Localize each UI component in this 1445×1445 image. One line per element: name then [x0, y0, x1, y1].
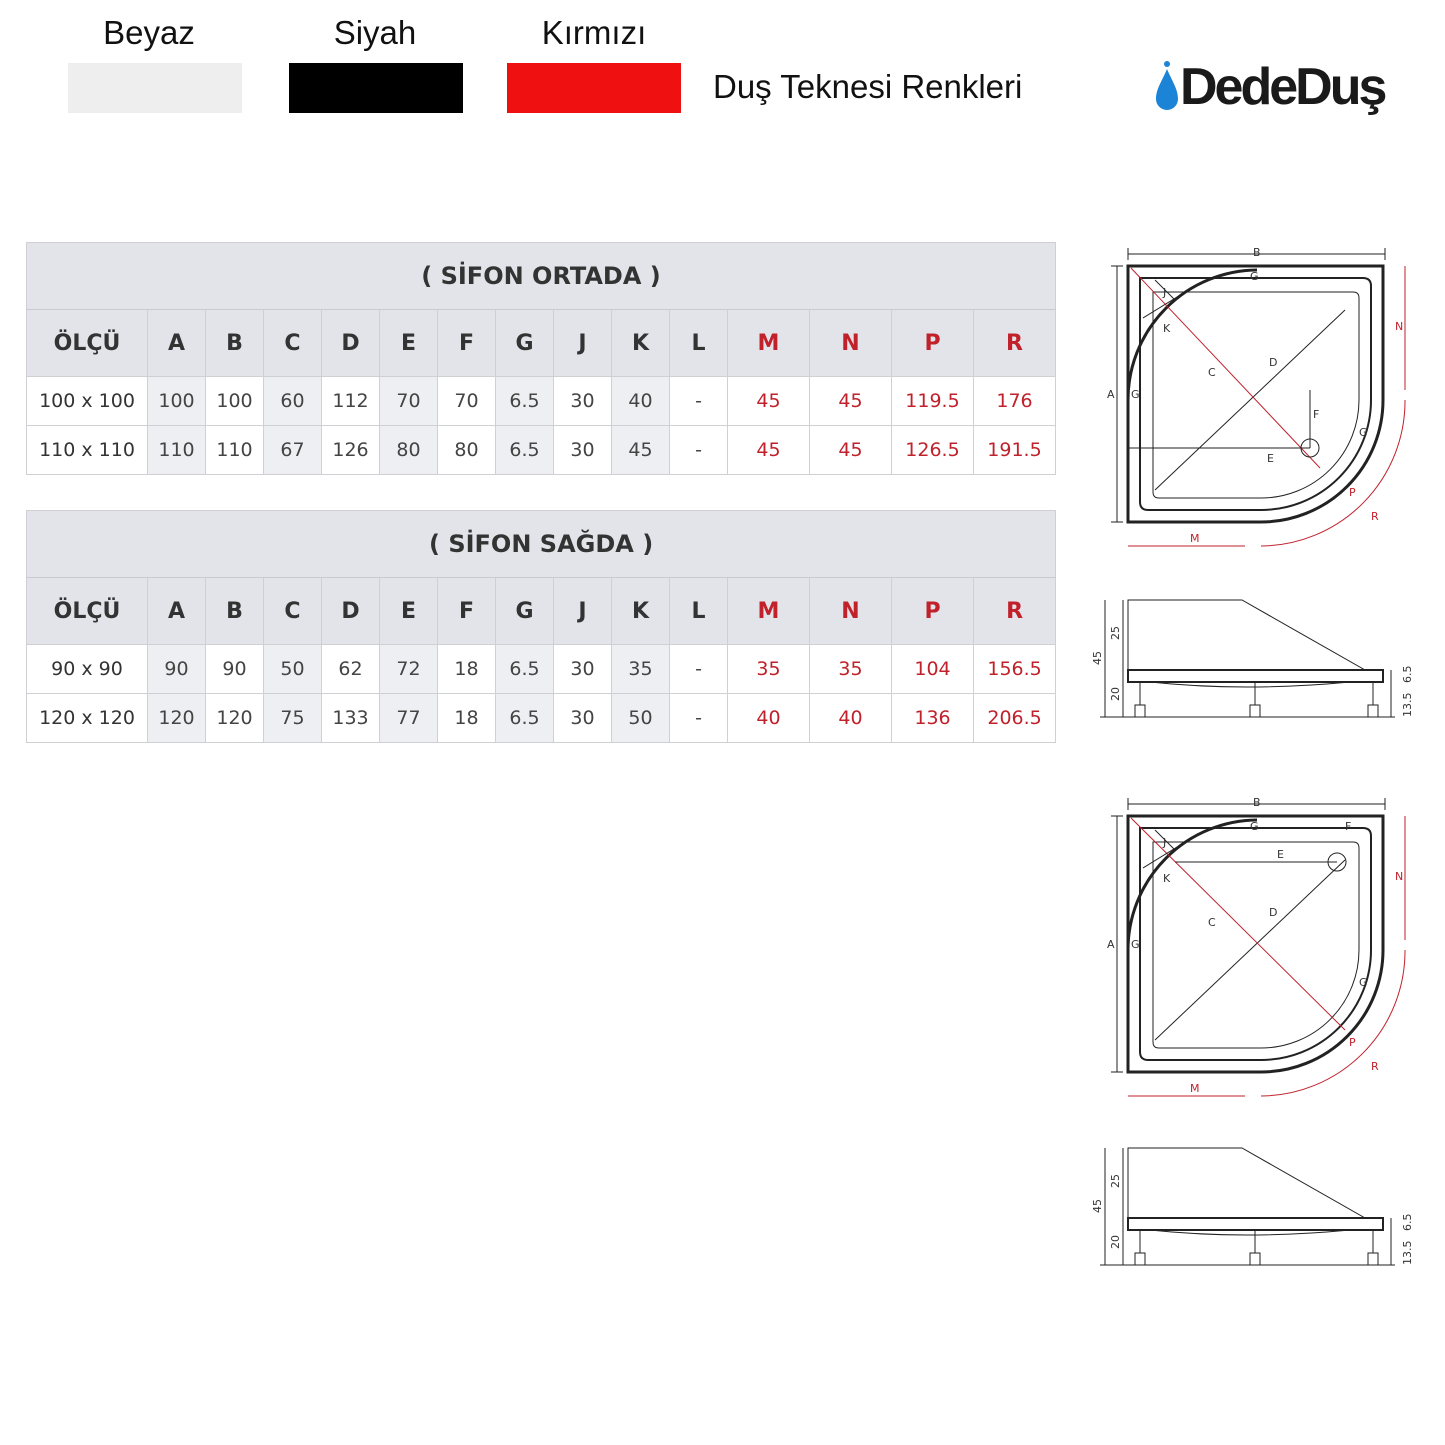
table-cell: 67 [264, 426, 322, 475]
column-header: K [612, 310, 670, 377]
svg-text:20: 20 [1109, 687, 1122, 701]
table-cell: - [670, 377, 728, 426]
column-header: L [670, 578, 728, 645]
svg-text:G: G [1131, 388, 1140, 401]
logo-text: DedeDuş [1180, 58, 1385, 116]
svg-text:25: 25 [1109, 1174, 1122, 1188]
column-header: J [554, 578, 612, 645]
table-cell: 70 [438, 377, 496, 426]
table-cell: 191.5 [974, 426, 1056, 475]
svg-text:G: G [1250, 270, 1259, 283]
column-header: D [322, 578, 380, 645]
column-header: E [380, 310, 438, 377]
svg-text:D: D [1269, 356, 1278, 369]
svg-text:C: C [1208, 916, 1216, 929]
table-cell: 126.5 [892, 426, 974, 475]
column-header: P [892, 310, 974, 377]
table-cell: 206.5 [974, 694, 1056, 743]
column-header: K [612, 578, 670, 645]
table-cell: 112 [322, 377, 380, 426]
page-heading: Duş Teknesi Renkleri [713, 68, 1023, 105]
column-header: M [728, 578, 810, 645]
table-cell: 6.5 [496, 694, 554, 743]
svg-text:R: R [1371, 510, 1379, 523]
table-title: ( SİFON SAĞDA ) [27, 511, 1056, 578]
svg-text:B: B [1253, 796, 1261, 809]
svg-text:P: P [1349, 486, 1356, 499]
table-header-row [27, 578, 1056, 645]
table-cell: 156.5 [974, 645, 1056, 694]
column-header: A [148, 310, 206, 377]
column-header: R [974, 310, 1056, 377]
svg-text:K: K [1163, 322, 1171, 335]
table-cell: 18 [438, 645, 496, 694]
table-header-row [27, 310, 1056, 377]
swatch-white [68, 63, 242, 113]
column-header: F [438, 310, 496, 377]
svg-text:45: 45 [1091, 1199, 1104, 1213]
svg-text:M: M [1190, 1082, 1200, 1095]
column-header: P [892, 578, 974, 645]
table-row [27, 645, 1056, 694]
table-cell: 30 [554, 645, 612, 694]
table-cell: 40 [728, 694, 810, 743]
spec-table-right [26, 510, 1056, 743]
table-cell: 110 x 110 [27, 426, 148, 475]
table-cell: 35 [810, 645, 892, 694]
plan-drawing-right-drain [1095, 790, 1425, 1110]
svg-text:G: G [1359, 976, 1368, 989]
swatch-red [507, 63, 681, 113]
table-cell: 176 [974, 377, 1056, 426]
table-cell: 45 [612, 426, 670, 475]
svg-text:R: R [1371, 1060, 1379, 1073]
table-row [27, 426, 1056, 475]
column-header: G [496, 578, 554, 645]
svg-text:J: J [1163, 286, 1167, 299]
table-cell: 110 [206, 426, 264, 475]
table-cell: 126 [322, 426, 380, 475]
svg-text:25: 25 [1109, 626, 1122, 640]
table-title: ( SİFON ORTADA ) [27, 243, 1056, 310]
column-header: D [322, 310, 380, 377]
svg-text:B: B [1253, 246, 1261, 259]
table-cell: 104 [892, 645, 974, 694]
svg-text:D: D [1269, 906, 1278, 919]
column-header: M [728, 310, 810, 377]
svg-text:E: E [1267, 452, 1274, 465]
svg-text:F: F [1313, 408, 1320, 421]
table-cell: 6.5 [496, 645, 554, 694]
swatch-label-black: Siyah [333, 14, 417, 51]
table-cell: 30 [554, 377, 612, 426]
svg-text:6.5: 6.5 [1401, 665, 1414, 683]
svg-text:A: A [1107, 938, 1115, 951]
table-cell: 120 x 120 [27, 694, 148, 743]
svg-text:G: G [1250, 820, 1259, 833]
table-cell: 77 [380, 694, 438, 743]
column-header: B [206, 578, 264, 645]
column-header: N [810, 310, 892, 377]
svg-text:P: P [1349, 1036, 1356, 1049]
table-cell: 100 x 100 [27, 377, 148, 426]
table-cell: 70 [380, 377, 438, 426]
table-cell: 40 [612, 377, 670, 426]
svg-text:N: N [1395, 320, 1404, 333]
swatch-black [289, 63, 463, 113]
table-cell: 30 [554, 426, 612, 475]
table-cell: 100 [148, 377, 206, 426]
table-cell: 50 [264, 645, 322, 694]
spec-table-center [26, 242, 1056, 475]
svg-text:N: N [1395, 870, 1404, 883]
table-cell: 30 [554, 694, 612, 743]
table-cell: 90 [148, 645, 206, 694]
column-header: E [380, 578, 438, 645]
table-cell: 45 [810, 377, 892, 426]
table-cell: 75 [264, 694, 322, 743]
svg-text:45: 45 [1091, 651, 1104, 665]
svg-text:13.5: 13.5 [1401, 1240, 1414, 1265]
table-cell: 119.5 [892, 377, 974, 426]
column-header: J [554, 310, 612, 377]
column-header: C [264, 310, 322, 377]
svg-text:G: G [1131, 938, 1140, 951]
table-row [27, 377, 1056, 426]
table-cell: 6.5 [496, 377, 554, 426]
column-header: F [438, 578, 496, 645]
table-cell: 50 [612, 694, 670, 743]
column-header: N [810, 578, 892, 645]
svg-text:M: M [1190, 532, 1200, 545]
table-cell: 45 [728, 377, 810, 426]
table-cell: 133 [322, 694, 380, 743]
table-cell: 40 [810, 694, 892, 743]
svg-text:K: K [1163, 872, 1171, 885]
table-cell: 60 [264, 377, 322, 426]
column-header: L [670, 310, 728, 377]
column-header: C [264, 578, 322, 645]
svg-text:C: C [1208, 366, 1216, 379]
table-cell: 72 [380, 645, 438, 694]
svg-text:F: F [1345, 820, 1352, 833]
svg-text:G: G [1359, 426, 1368, 439]
svg-text:E: E [1277, 848, 1284, 861]
brand-logo [1150, 55, 1385, 117]
table-cell: - [670, 645, 728, 694]
side-drawing-center-drain [1091, 595, 1425, 725]
table-cell: 90 [206, 645, 264, 694]
table-cell: 35 [612, 645, 670, 694]
table-cell: 120 [206, 694, 264, 743]
svg-text:6.5: 6.5 [1401, 1213, 1414, 1231]
table-cell: 136 [892, 694, 974, 743]
swatch-label-red: Kırmızı [541, 14, 647, 51]
table-row [27, 694, 1056, 743]
table-cell: 45 [728, 426, 810, 475]
table-cell: 45 [810, 426, 892, 475]
table-cell: 62 [322, 645, 380, 694]
column-header: B [206, 310, 264, 377]
table-cell: 6.5 [496, 426, 554, 475]
svg-text:20: 20 [1109, 1235, 1122, 1249]
svg-text:J: J [1163, 836, 1167, 849]
column-header: ÖLÇÜ [27, 578, 148, 645]
table-cell: 35 [728, 645, 810, 694]
swatch-label-white: Beyaz [103, 14, 195, 51]
svg-text:A: A [1107, 388, 1115, 401]
column-header: A [148, 578, 206, 645]
table-cell: 18 [438, 694, 496, 743]
table-cell: 80 [380, 426, 438, 475]
column-header: R [974, 578, 1056, 645]
table-cell: 110 [148, 426, 206, 475]
table-cell: - [670, 426, 728, 475]
table-cell: 80 [438, 426, 496, 475]
svg-text:13.5: 13.5 [1401, 692, 1414, 717]
column-header: G [496, 310, 554, 377]
column-header: ÖLÇÜ [27, 310, 148, 377]
table-cell: 120 [148, 694, 206, 743]
table-cell: 90 x 90 [27, 645, 148, 694]
table-cell: - [670, 694, 728, 743]
side-drawing-right-drain [1091, 1143, 1425, 1273]
water-drop-icon [1154, 61, 1180, 113]
plan-drawing-center-drain [1095, 240, 1425, 560]
table-cell: 100 [206, 377, 264, 426]
